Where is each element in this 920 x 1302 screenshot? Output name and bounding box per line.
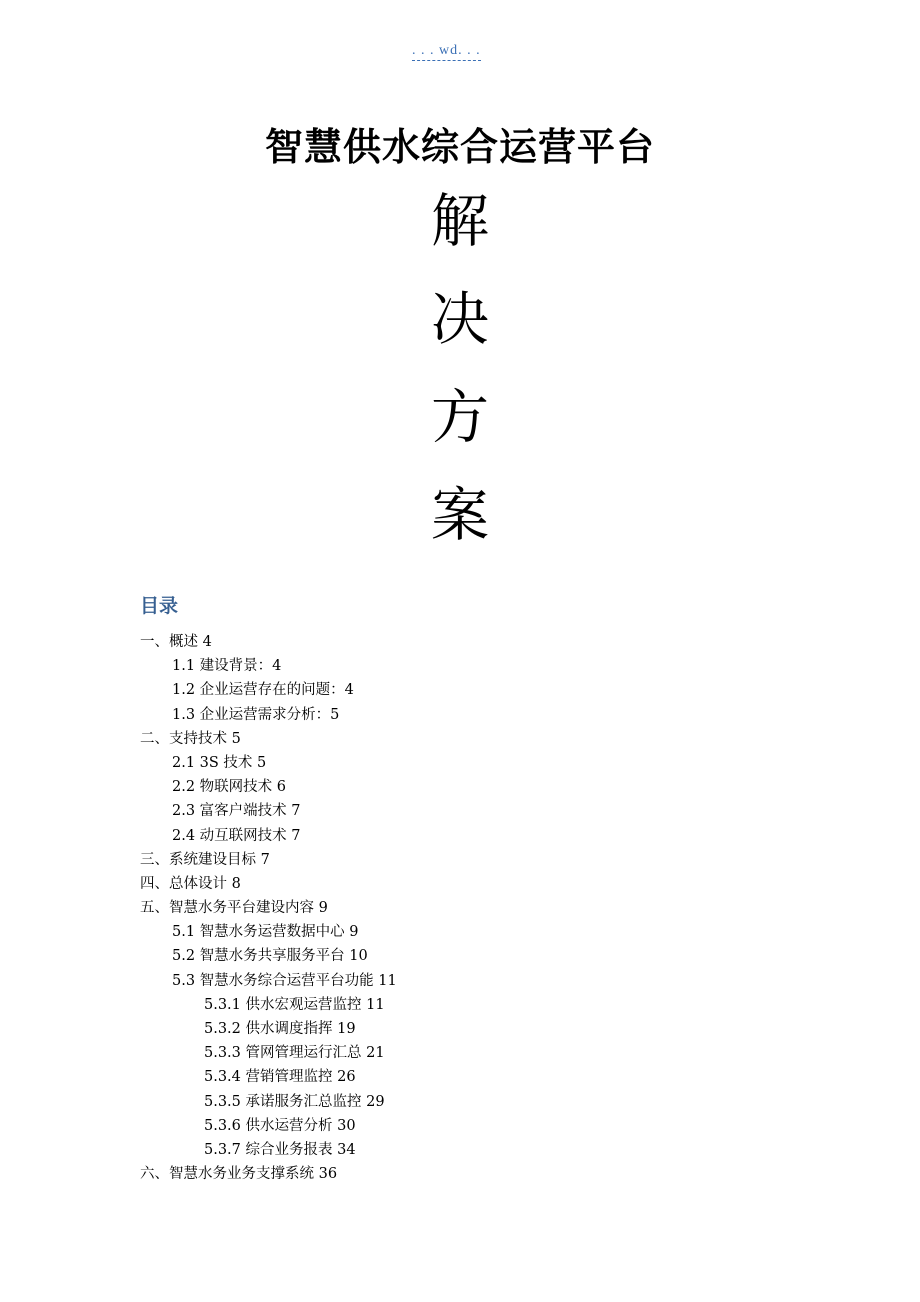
toc-entry[interactable]: 5.1 智慧水务运营数据中心 9 [172, 924, 359, 941]
toc-entry[interactable]: 5.3.6 供水运营分析 30 [204, 1117, 356, 1134]
toc-entry[interactable]: 5.3.3 管网管理运行汇总 21 [204, 1045, 385, 1062]
subtitle-char-1: 解 [430, 187, 489, 255]
toc-entry[interactable]: 2.2 物联网技术 6 [172, 779, 287, 796]
toc-entry[interactable]: 5.3.2 供水调度指挥 19 [204, 1021, 356, 1037]
subtitle-char-3: 方 [430, 383, 489, 451]
toc-entry[interactable]: 2.4 动互联网技术 7 [172, 827, 301, 844]
toc-entry[interactable]: 三、系统建设目标 7 [140, 851, 270, 868]
toc-entry[interactable]: 5.2 智慧水务共享服务平台 10 [172, 948, 368, 965]
document-title: 智慧供水综合运营平台 [264, 125, 655, 169]
table-of-contents [0, 630, 920, 1186]
toc-entry[interactable]: 5.3.4 营销管理监控 26 [204, 1069, 356, 1086]
toc-entry[interactable]: 1.3 企业运营需求分析：5 [172, 706, 340, 723]
toc-entry[interactable]: 5.3.7 综合业务报表 34 [204, 1141, 356, 1158]
toc-entry[interactable]: 5.3.1 供水宏观运营监控 11 [204, 996, 385, 1013]
toc-entry[interactable]: 五、智慧水务平台建设内容 9 [140, 900, 328, 917]
toc-entry[interactable]: 一、概述 4 [140, 634, 212, 650]
toc-entry[interactable]: 2.3 富客户端技术 7 [172, 803, 301, 820]
toc-entry[interactable]: 5.3.5 承诺服务汇总监控 29 [204, 1093, 385, 1110]
toc-heading: 目录 [140, 595, 179, 617]
subtitle-char-2: 决 [430, 285, 489, 353]
toc-entry[interactable]: 1.2 企业运营存在的问题：4 [172, 682, 354, 699]
toc-entry[interactable]: 1.1 建设背景：4 [172, 658, 282, 675]
toc-entry[interactable]: 二、支持技术 5 [140, 730, 241, 747]
header-watermark: . . . wd. . . [412, 42, 481, 61]
toc-entry[interactable]: 5.3 智慧水务综合运营平台功能 11 [172, 972, 397, 989]
toc-entry[interactable]: 六、智慧水务业务支撑系统 36 [140, 1166, 338, 1183]
subtitle-char-4: 案 [430, 481, 489, 549]
toc-entry[interactable]: 2.1 3S 技术 5 [172, 754, 267, 771]
toc-entry[interactable]: 四、总体设计 8 [140, 875, 241, 892]
